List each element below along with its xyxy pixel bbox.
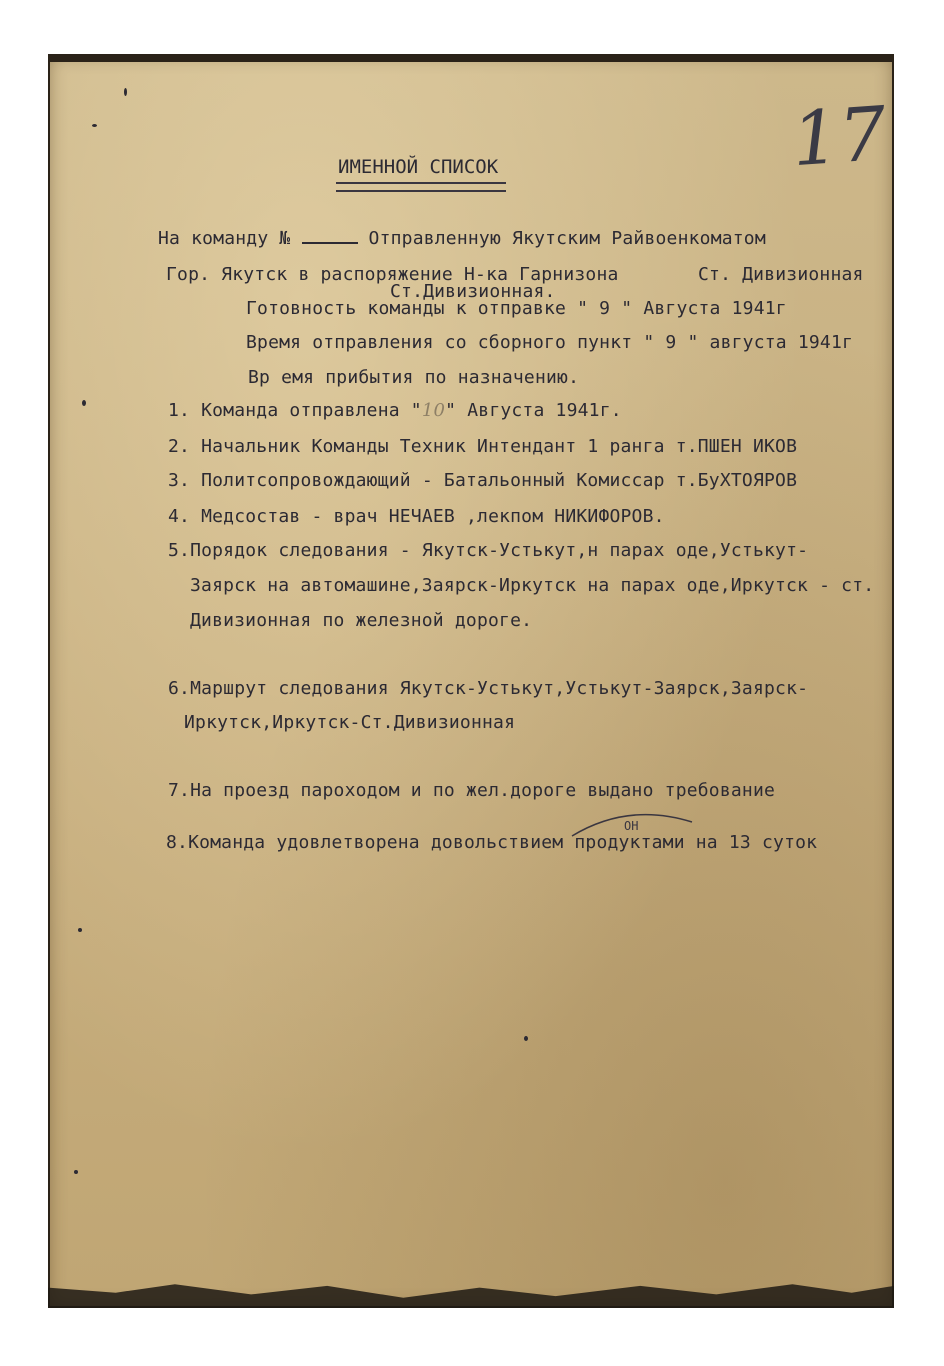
header-city-line: Гор. Якутск в распоряжение Н-ка Гарнизона xyxy=(166,264,619,285)
document-sheet xyxy=(48,54,894,1308)
item-1 xyxy=(168,400,622,421)
item-7: 7.На проезд пароходом и по жел.дороге выдано требование xyxy=(168,780,776,801)
archive-page-number: 17 xyxy=(789,90,890,184)
item-1-after: " Августа 1941г. xyxy=(445,400,622,421)
item-1-handwritten-day: 10 xyxy=(421,400,446,421)
paper-mark xyxy=(524,1036,528,1041)
team-prefix: На команду № xyxy=(158,228,291,249)
header-arrival-time: Вр емя прибытия по назначению. xyxy=(248,367,580,388)
paper-mark xyxy=(82,400,86,406)
item-3: 3. Политсопровождающий - Батальонный Комиссар т.БуХТОЯРОВ xyxy=(168,470,798,491)
header-station-right: Ст. Дивизионная xyxy=(698,264,864,285)
team-number-blank xyxy=(302,230,358,244)
header-departure-time: Время отправления со сборного пункт " 9 " августа 1941г xyxy=(246,332,854,353)
sheet-bottom-edge xyxy=(48,1274,894,1308)
item-1-before: 1. Команда отправлена " xyxy=(168,400,422,421)
header-readiness: Готовность команды к отправке " 9 " Августа 1941г xyxy=(246,298,787,319)
item-6-line-2: Иркутск,Иркутск-Ст.Дивизионная xyxy=(184,712,516,733)
stamp-text: ОН xyxy=(624,819,639,833)
item-6-line-1: 6.Маршрут следования Якутск-Устькут,Устькут-Заярск,Заярск- xyxy=(168,678,809,699)
item-5-line-1: 5.Порядок следования - Якутск-Устькут,н парах оде,Устькут- xyxy=(168,540,809,561)
paper-mark xyxy=(124,88,127,96)
sheet-top-edge xyxy=(48,54,894,62)
title-underline xyxy=(336,182,506,192)
document-title: ИМЕННОЙ СПИСОК xyxy=(338,156,499,178)
item-2: 2. Начальник Команды Техник Интендант 1 ранга т.ПШЕН ИКОВ xyxy=(168,436,798,457)
header-station-second: Ст.Дивизионная. xyxy=(390,281,556,302)
paper-mark xyxy=(78,928,82,932)
item-5-line-3: Дивизионная по железной дороге. xyxy=(190,610,533,631)
item-8: 8.Команда удовлетворена довольствием продуктами на 13 суток xyxy=(166,832,818,853)
header-team-line xyxy=(158,228,766,249)
paper-mark xyxy=(92,124,97,127)
sent-by: Отправленную Якутским Райвоенкоматом xyxy=(368,228,766,249)
item-5-line-2: Заярск на автомашине,Заярск-Иркутск на парах оде,Иркутск - ст. xyxy=(190,575,875,596)
paper-mark xyxy=(74,1170,78,1174)
item-4: 4. Медсостав - врач НЕЧАЕВ ,лекпом НИКИФОРОВ. xyxy=(168,506,665,527)
